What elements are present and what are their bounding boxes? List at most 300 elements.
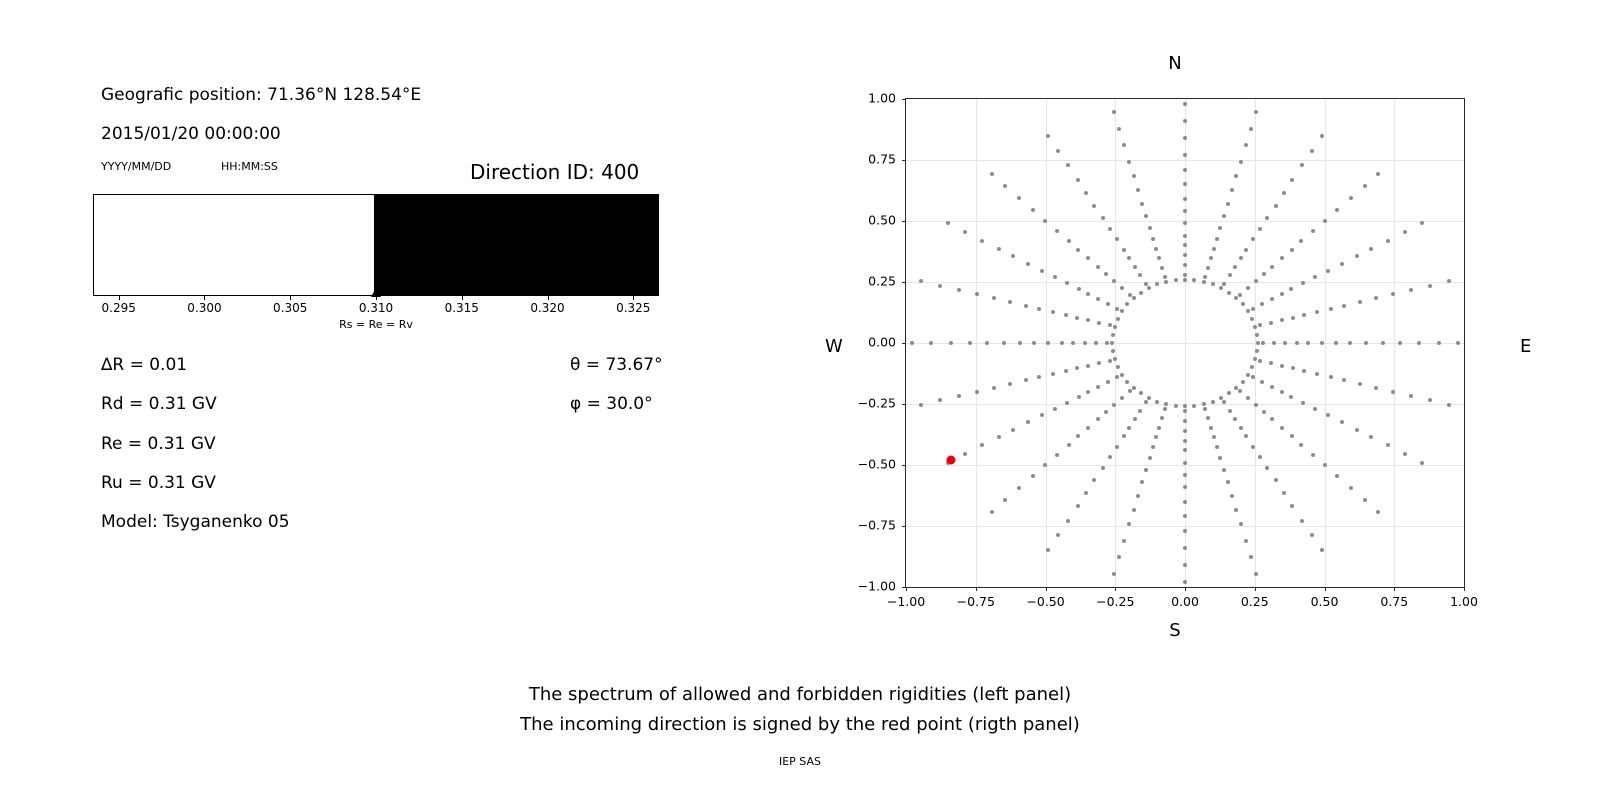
direction-point bbox=[1211, 282, 1215, 286]
direction-point bbox=[1127, 256, 1131, 260]
direction-point bbox=[1115, 445, 1119, 449]
direction-point bbox=[1381, 341, 1385, 345]
direction-point bbox=[1289, 395, 1293, 399]
direction-point bbox=[1420, 221, 1424, 225]
direction-point bbox=[1323, 463, 1327, 467]
direction-point bbox=[1139, 391, 1143, 395]
direction-point bbox=[1262, 410, 1266, 414]
direction-point bbox=[1355, 254, 1359, 258]
caption-line-1: The spectrum of allowed and forbidden rigidities (left panel) bbox=[528, 684, 1072, 705]
direction-point bbox=[1086, 318, 1090, 322]
direction-point bbox=[1227, 291, 1231, 295]
spectrum-axis-tick-label: 0.300 bbox=[187, 301, 222, 315]
direction-point bbox=[1255, 333, 1259, 337]
x-tick-mark bbox=[1394, 587, 1395, 591]
direction-point bbox=[1218, 456, 1222, 460]
x-tick-label: −0.75 bbox=[956, 594, 995, 609]
direction-point bbox=[1011, 428, 1015, 432]
direction-point bbox=[1031, 208, 1035, 212]
direction-point bbox=[1113, 357, 1117, 361]
direction-point bbox=[1144, 214, 1148, 218]
direction-point bbox=[1227, 391, 1231, 395]
direction-point bbox=[1106, 380, 1110, 384]
direction-point bbox=[1391, 292, 1395, 296]
direction-point bbox=[1270, 417, 1274, 421]
direction-point bbox=[1183, 485, 1187, 489]
direction-point bbox=[1084, 491, 1088, 495]
direction-point bbox=[1447, 279, 1451, 283]
direction-point bbox=[1108, 455, 1112, 459]
direction-point bbox=[1053, 407, 1057, 411]
direction-point bbox=[1111, 349, 1115, 353]
direction-point bbox=[1183, 197, 1187, 201]
direction-point bbox=[1364, 341, 1368, 345]
direction-point bbox=[1111, 333, 1115, 337]
direction-point bbox=[1183, 102, 1187, 106]
direction-point bbox=[1260, 302, 1264, 306]
direction-point bbox=[1258, 323, 1262, 327]
direction-point bbox=[1183, 221, 1187, 225]
direction-point bbox=[1116, 365, 1120, 369]
direction-point bbox=[1226, 480, 1230, 484]
direction-point bbox=[1280, 364, 1284, 368]
direction-point bbox=[1037, 307, 1041, 311]
direction-point bbox=[1329, 375, 1333, 379]
direction-point bbox=[1283, 341, 1287, 345]
direction-point bbox=[1046, 548, 1050, 552]
direction-point bbox=[1374, 386, 1378, 390]
direction-point bbox=[1239, 160, 1243, 164]
direction-point bbox=[1183, 253, 1187, 257]
date-format-hint: YYYY/MM/DD bbox=[101, 160, 172, 173]
direction-point bbox=[1251, 445, 1255, 449]
direction-point bbox=[1043, 463, 1047, 467]
direction-point bbox=[1120, 373, 1124, 377]
rs-marker-arrow-icon bbox=[371, 288, 381, 297]
direction-point bbox=[1113, 325, 1117, 329]
direction-point bbox=[1183, 263, 1187, 267]
direction-point bbox=[1024, 378, 1028, 382]
y-tick-label: −0.75 bbox=[857, 517, 896, 533]
direction-point bbox=[929, 341, 933, 345]
direction-point bbox=[1270, 265, 1274, 269]
param-theta: θ = 73.67° bbox=[570, 355, 663, 375]
direction-point bbox=[1291, 316, 1295, 320]
direction-point bbox=[1222, 214, 1226, 218]
y-tick-label: 0.75 bbox=[868, 151, 896, 167]
direction-point bbox=[1183, 546, 1187, 550]
y-tick-mark bbox=[902, 343, 906, 344]
direction-point bbox=[1112, 572, 1116, 576]
spectrum-axis-tick-label: 0.310 bbox=[358, 301, 394, 315]
direction-point bbox=[1358, 300, 1362, 304]
direction-point bbox=[1299, 239, 1303, 243]
direction-point bbox=[990, 172, 994, 176]
direction-point bbox=[1183, 234, 1187, 238]
direction-point bbox=[1183, 419, 1187, 423]
direction-point bbox=[1386, 443, 1390, 447]
direction-point bbox=[949, 341, 953, 345]
direction-point bbox=[1031, 474, 1035, 478]
direction-point bbox=[1251, 237, 1255, 241]
direction-point bbox=[1246, 373, 1250, 377]
direction-point bbox=[1310, 533, 1314, 537]
direction-point bbox=[1108, 227, 1112, 231]
direction-point bbox=[1349, 486, 1353, 490]
direction-point bbox=[1320, 548, 1324, 552]
direction-point bbox=[1376, 510, 1380, 514]
direction-point bbox=[1056, 149, 1060, 153]
direction-point bbox=[1101, 466, 1105, 470]
direction-point bbox=[1265, 216, 1269, 220]
direction-point bbox=[1132, 296, 1136, 300]
direction-point bbox=[1437, 341, 1441, 345]
direction-point bbox=[1320, 341, 1324, 345]
direction-point bbox=[1183, 500, 1187, 504]
direction-point bbox=[968, 341, 972, 345]
incoming-direction-panel bbox=[820, 40, 1560, 660]
compass-north-label: N bbox=[1168, 53, 1182, 74]
polar-scatter-plot bbox=[905, 98, 1465, 588]
direction-point bbox=[1335, 208, 1339, 212]
direction-point bbox=[1115, 375, 1119, 379]
direction-point bbox=[1250, 317, 1254, 321]
direction-point bbox=[1163, 275, 1167, 279]
direction-point bbox=[1183, 182, 1187, 186]
x-tick-label: 0.50 bbox=[1310, 594, 1339, 609]
direction-point bbox=[1369, 247, 1373, 251]
direction-point bbox=[1302, 313, 1306, 317]
direction-point bbox=[910, 341, 914, 345]
direction-point bbox=[1132, 508, 1136, 512]
x-tick-mark bbox=[1325, 587, 1326, 591]
y-tick-mark bbox=[902, 160, 906, 161]
direction-point bbox=[1280, 256, 1284, 260]
direction-point bbox=[1148, 226, 1152, 230]
direction-point bbox=[1120, 286, 1124, 290]
direction-point bbox=[1183, 429, 1187, 433]
direction-point bbox=[1403, 452, 1407, 456]
direction-point bbox=[1335, 474, 1339, 478]
direction-point bbox=[1183, 273, 1187, 277]
x-tick-mark bbox=[1185, 587, 1186, 591]
direction-point bbox=[1043, 219, 1047, 223]
direction-point bbox=[1280, 390, 1284, 394]
rs-marker bbox=[93, 280, 659, 338]
x-tick-mark bbox=[1115, 587, 1116, 591]
direction-point bbox=[1342, 304, 1346, 308]
direction-point bbox=[1003, 184, 1007, 188]
credit-label: IEP SAS bbox=[778, 755, 822, 768]
direction-point bbox=[1008, 300, 1012, 304]
direction-point bbox=[1055, 229, 1059, 233]
direction-point bbox=[1230, 494, 1234, 498]
direction-point bbox=[1067, 239, 1071, 243]
direction-point bbox=[1398, 341, 1402, 345]
direction-point bbox=[1261, 341, 1265, 345]
direction-point bbox=[1110, 341, 1114, 345]
direction-point bbox=[1032, 341, 1036, 345]
y-tick-mark bbox=[902, 282, 906, 283]
direction-point bbox=[975, 390, 979, 394]
direction-point bbox=[1125, 302, 1129, 306]
compass-east-label: E bbox=[1520, 336, 1532, 357]
direction-point bbox=[1148, 456, 1152, 460]
direction-point bbox=[1340, 262, 1344, 266]
direction-point bbox=[1254, 279, 1258, 283]
direction-point bbox=[1219, 286, 1223, 290]
direction-point bbox=[1447, 403, 1451, 407]
direction-point bbox=[1376, 172, 1380, 176]
direction-point bbox=[1192, 404, 1196, 408]
direction-point bbox=[1026, 262, 1030, 266]
geographic-position-label: Geografic position: 71.36°N 128.54°E bbox=[101, 85, 422, 105]
direction-point bbox=[1120, 396, 1124, 400]
direction-point bbox=[1127, 522, 1131, 526]
direction-point bbox=[1265, 466, 1269, 470]
direction-point bbox=[1133, 417, 1137, 421]
y-tick-mark bbox=[902, 99, 906, 100]
direction-point bbox=[1256, 341, 1260, 345]
direction-point bbox=[1289, 287, 1293, 291]
direction-point bbox=[1315, 310, 1319, 314]
direction-point bbox=[1342, 378, 1346, 382]
direction-point bbox=[1282, 191, 1286, 195]
y-tick-label: −0.25 bbox=[857, 395, 896, 411]
direction-point bbox=[1077, 395, 1081, 399]
direction-point bbox=[1258, 359, 1262, 363]
direction-point bbox=[1174, 404, 1178, 408]
direction-point bbox=[1417, 341, 1421, 345]
direction-point bbox=[1133, 265, 1137, 269]
direction-point bbox=[1313, 275, 1317, 279]
x-tick-label: 0.25 bbox=[1240, 594, 1269, 609]
direction-point bbox=[1409, 394, 1413, 398]
spectrum-axis-tick-label: 0.325 bbox=[616, 301, 651, 315]
direction-point bbox=[1055, 453, 1059, 457]
direction-point bbox=[1096, 385, 1100, 389]
direction-point bbox=[1086, 292, 1090, 296]
direction-point bbox=[1174, 278, 1178, 282]
direction-point bbox=[1258, 455, 1262, 459]
direction-point bbox=[1077, 287, 1081, 291]
direction-point bbox=[1258, 227, 1262, 231]
direction-point bbox=[1326, 269, 1330, 273]
caption-line-2: The incoming direction is signed by the red point (rigth panel) bbox=[520, 714, 1080, 735]
direction-point bbox=[1127, 160, 1131, 164]
y-tick-mark bbox=[902, 221, 906, 222]
direction-point bbox=[1096, 265, 1100, 269]
direction-point bbox=[1066, 519, 1070, 523]
direction-point bbox=[1315, 372, 1319, 376]
gridline-horizontal bbox=[906, 282, 1464, 283]
direction-point bbox=[1255, 349, 1259, 353]
direction-point bbox=[1244, 539, 1248, 543]
direction-point bbox=[980, 443, 984, 447]
direction-point bbox=[1140, 480, 1144, 484]
direction-point bbox=[1183, 448, 1187, 452]
direction-point bbox=[1234, 386, 1238, 390]
direction-point bbox=[990, 510, 994, 514]
spectrum-axis-tick-label: 0.305 bbox=[273, 301, 308, 315]
direction-point bbox=[1206, 416, 1210, 420]
x-tick-label: −0.50 bbox=[1026, 594, 1065, 609]
direction-point bbox=[1056, 533, 1060, 537]
direction-id-label: Direction ID: 400 bbox=[470, 160, 640, 184]
direction-point bbox=[1183, 243, 1187, 247]
direction-point bbox=[1037, 375, 1041, 379]
direction-point bbox=[1329, 307, 1333, 311]
direction-point bbox=[1051, 310, 1055, 314]
direction-point bbox=[1363, 184, 1367, 188]
direction-point bbox=[1097, 321, 1101, 325]
direction-point bbox=[1122, 539, 1126, 543]
y-tick-label: 0.50 bbox=[868, 212, 896, 228]
direction-point bbox=[1192, 278, 1196, 282]
gridline-horizontal bbox=[906, 160, 1464, 161]
direction-point bbox=[1302, 369, 1306, 373]
direction-point bbox=[1203, 407, 1207, 411]
direction-point bbox=[1108, 323, 1112, 327]
direction-point bbox=[1274, 204, 1278, 208]
direction-point bbox=[1097, 361, 1101, 365]
direction-point bbox=[1254, 572, 1258, 576]
y-tick-label: −0.50 bbox=[857, 456, 896, 472]
direction-point bbox=[963, 230, 967, 234]
direction-point bbox=[1183, 168, 1187, 172]
direction-point bbox=[1222, 400, 1226, 404]
rs-marker-label: Rs = Re = Rv bbox=[339, 318, 413, 331]
direction-point bbox=[1125, 380, 1129, 384]
figure-caption bbox=[0, 680, 1600, 740]
direction-point bbox=[1064, 313, 1068, 317]
direction-point bbox=[1250, 365, 1254, 369]
direction-point bbox=[1112, 110, 1116, 114]
param-re: Re = 0.31 GV bbox=[101, 434, 216, 454]
direction-point bbox=[1183, 461, 1187, 465]
direction-point bbox=[1105, 341, 1109, 345]
direction-point bbox=[1067, 443, 1071, 447]
direction-point bbox=[1230, 188, 1234, 192]
direction-point bbox=[1046, 134, 1050, 138]
direction-point bbox=[1301, 281, 1305, 285]
selected-direction-point bbox=[946, 456, 955, 465]
direction-point bbox=[1086, 256, 1090, 260]
direction-point bbox=[1160, 416, 1164, 420]
direction-point bbox=[1249, 127, 1253, 131]
x-tick-mark bbox=[1046, 587, 1047, 591]
direction-point bbox=[1253, 325, 1257, 329]
direction-point bbox=[1358, 382, 1362, 386]
direction-point bbox=[1094, 341, 1098, 345]
direction-point bbox=[1234, 174, 1238, 178]
direction-point bbox=[1244, 143, 1248, 147]
direction-point bbox=[1238, 293, 1242, 297]
direction-point bbox=[1228, 409, 1232, 413]
direction-point bbox=[1280, 426, 1284, 430]
direction-point bbox=[1306, 341, 1310, 345]
direction-point bbox=[1138, 409, 1142, 413]
direction-point bbox=[1183, 209, 1187, 213]
direction-point bbox=[1262, 272, 1266, 276]
direction-point bbox=[1183, 529, 1187, 533]
direction-point bbox=[1155, 282, 1159, 286]
direction-point bbox=[1254, 110, 1258, 114]
direction-point bbox=[1260, 380, 1264, 384]
rigidity-spectrum-panel bbox=[0, 0, 800, 660]
direction-point bbox=[1084, 191, 1088, 195]
direction-point bbox=[1064, 369, 1068, 373]
direction-point bbox=[957, 394, 961, 398]
direction-point bbox=[1215, 237, 1219, 241]
direction-point bbox=[1157, 256, 1161, 260]
direction-point bbox=[1334, 341, 1338, 345]
direction-point bbox=[1183, 119, 1187, 123]
direction-point bbox=[985, 341, 989, 345]
direction-point bbox=[1132, 386, 1136, 390]
direction-point bbox=[1011, 254, 1015, 258]
direction-point bbox=[1212, 435, 1216, 439]
y-tick-label: −1.00 bbox=[857, 578, 896, 594]
direction-point bbox=[1270, 385, 1274, 389]
direction-point bbox=[1066, 163, 1070, 167]
direction-point bbox=[1122, 434, 1126, 438]
direction-point bbox=[1234, 296, 1238, 300]
x-tick-label: −1.00 bbox=[886, 594, 926, 609]
direction-point bbox=[1391, 390, 1395, 394]
spectrum-axis-tick-label: 0.320 bbox=[530, 301, 565, 315]
x-tick-mark bbox=[906, 587, 907, 591]
direction-point bbox=[1239, 426, 1243, 430]
direction-point bbox=[938, 284, 942, 288]
direction-point bbox=[1008, 382, 1012, 386]
direction-point bbox=[1310, 149, 1314, 153]
direction-point bbox=[1163, 407, 1167, 411]
direction-point bbox=[1086, 426, 1090, 430]
direction-point bbox=[919, 403, 923, 407]
direction-point bbox=[1151, 237, 1155, 241]
direction-point bbox=[1106, 302, 1110, 306]
direction-point bbox=[1076, 504, 1080, 508]
direction-point bbox=[1132, 174, 1136, 178]
direction-point bbox=[1203, 275, 1207, 279]
direction-point bbox=[1290, 504, 1294, 508]
direction-point bbox=[1202, 280, 1206, 284]
y-tick-label: 0.25 bbox=[868, 273, 896, 289]
param-ru: Ru = 0.31 GV bbox=[101, 473, 216, 493]
direction-point bbox=[1127, 426, 1131, 430]
direction-point bbox=[1147, 286, 1151, 290]
param-delta-r: ∆R = 0.01 bbox=[101, 355, 188, 375]
direction-point bbox=[1295, 341, 1299, 345]
direction-point bbox=[1253, 357, 1257, 361]
direction-point bbox=[1065, 281, 1069, 285]
direction-point bbox=[1003, 498, 1007, 502]
direction-point bbox=[1348, 341, 1352, 345]
direction-point bbox=[1222, 468, 1226, 472]
direction-point bbox=[1311, 453, 1315, 457]
y-tick-mark bbox=[902, 404, 906, 405]
direction-point bbox=[1140, 202, 1144, 206]
x-tick-mark bbox=[1255, 587, 1256, 591]
direction-point bbox=[1040, 413, 1044, 417]
direction-point bbox=[1215, 445, 1219, 449]
direction-point bbox=[1120, 309, 1124, 313]
direction-point bbox=[1040, 269, 1044, 273]
direction-point bbox=[1002, 341, 1006, 345]
direction-point bbox=[1251, 307, 1255, 311]
direction-point bbox=[1122, 248, 1126, 252]
